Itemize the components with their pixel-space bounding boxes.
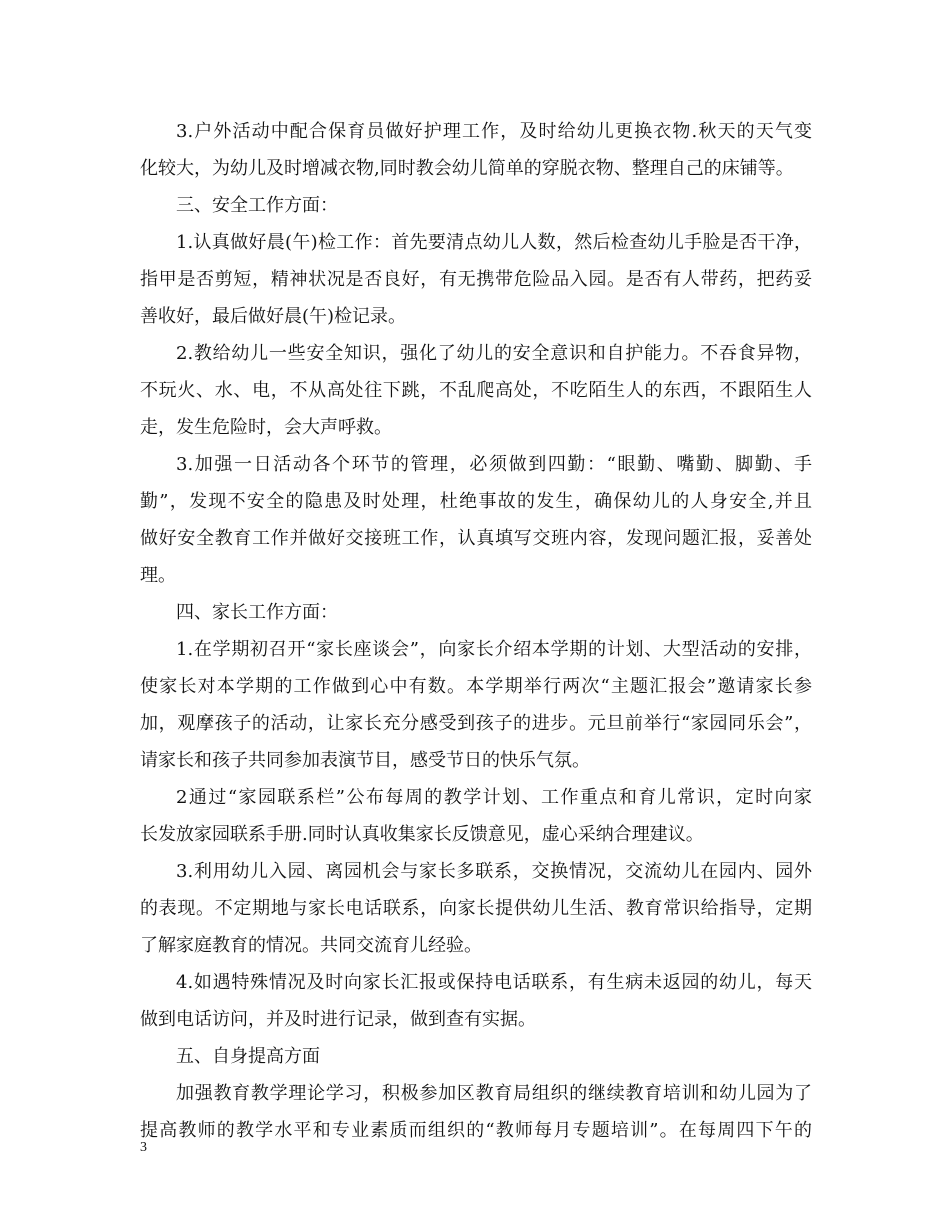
paragraph-line: 3.利用幼儿入园、离园机会与家长多联系，交换情况，交流幼儿在园内、园外 bbox=[176, 861, 812, 882]
paragraph-line: 加强教育教学理论学习，积极参加区教育局组织的继续教育培训和幼儿园为了 bbox=[176, 1083, 812, 1104]
paragraph-line: 1.认真做好晨(午)检工作：首先要清点幼儿人数，然后检查幼儿手脸是否干净， bbox=[176, 232, 812, 253]
paragraph-line: 2通过“家园联系栏”公布每周的教学计划、工作重点和育儿常识，定时向家 bbox=[176, 787, 812, 808]
page-number: 3 bbox=[140, 1140, 147, 1155]
paragraph-line: 长发放家园联系手册.同时认真收集家长反馈意见，虚心采纳合理建议。 bbox=[140, 824, 704, 845]
document-body bbox=[140, 113, 812, 1149]
section-heading: 三、安全工作方面： bbox=[176, 195, 338, 216]
section-heading: 五、自身提高方面 bbox=[176, 1046, 320, 1067]
paragraph-line: 做好安全教育工作并做好交接班工作，认真填写交班内容，发现问题汇报，妥善处 bbox=[140, 528, 812, 549]
paragraph-line: 善收好，最后做好晨(午)检记录。 bbox=[140, 306, 407, 327]
paragraph-line: 理。 bbox=[140, 565, 176, 586]
paragraph-line: 勤”，发现不安全的隐患及时处理，杜绝事故的发生，确保幼儿的人身安全,并且 bbox=[140, 491, 812, 512]
paragraph-line: 走，发生危险时，会大声呼救。 bbox=[140, 417, 392, 438]
paragraph-line: 1.在学期初召开“家长座谈会”，向家长介绍本学期的计划、大型活动的安排， bbox=[176, 639, 812, 660]
paragraph-line: 加，观摩孩子的活动，让家长充分感受到孩子的进步。元旦前举行“家园同乐会”， bbox=[140, 713, 812, 734]
paragraph-line: 3.加强一日活动各个环节的管理，必须做到四勤：“眼勤、嘴勤、脚勤、手 bbox=[176, 454, 812, 475]
paragraph-line: 4.如遇特殊情况及时向家长汇报或保持电话联系，有生病未返园的幼儿，每天 bbox=[176, 972, 812, 993]
paragraph-line: 了解家庭教育的情况。共同交流育儿经验。 bbox=[140, 935, 482, 956]
paragraph-line: 的表现。不定期地与家长电话联系，向家长提供幼儿生活、教育常识给指导，定期 bbox=[140, 898, 812, 919]
paragraph-line: 不玩火、水、电，不从高处往下跳，不乱爬高处，不吃陌生人的东西，不跟陌生人 bbox=[140, 380, 812, 401]
paragraph-line: 提高教师的教学水平和专业素质而组织的“教师每月专题培训”。在每周四下午的 bbox=[140, 1120, 812, 1141]
paragraph-line: 3.户外活动中配合保育员做好护理工作，及时给幼儿更换衣物.秋天的天气变 bbox=[176, 121, 812, 142]
paragraph-line: 使家长对本学期的工作做到心中有数。本学期举行两次“主题汇报会”邀请家长参 bbox=[140, 676, 812, 697]
section-heading: 四、家长工作方面： bbox=[176, 602, 338, 623]
paragraph-line: 请家长和孩子共同参加表演节目，感受节日的快乐气氛。 bbox=[140, 750, 590, 771]
paragraph-line: 化较大，为幼儿及时增减衣物,同时教会幼儿简单的穿脱衣物、整理自己的床铺等。 bbox=[140, 158, 794, 179]
paragraph-line: 做到电话访问，并及时进行记录，做到查有实据。 bbox=[140, 1009, 536, 1030]
paragraph-line: 2.教给幼儿一些安全知识，强化了幼儿的安全意识和自护能力。不吞食异物， bbox=[176, 343, 812, 364]
paragraph-line: 指甲是否剪短，精神状况是否良好，有无携带危险品入园。是否有人带药，把药妥 bbox=[140, 269, 812, 290]
